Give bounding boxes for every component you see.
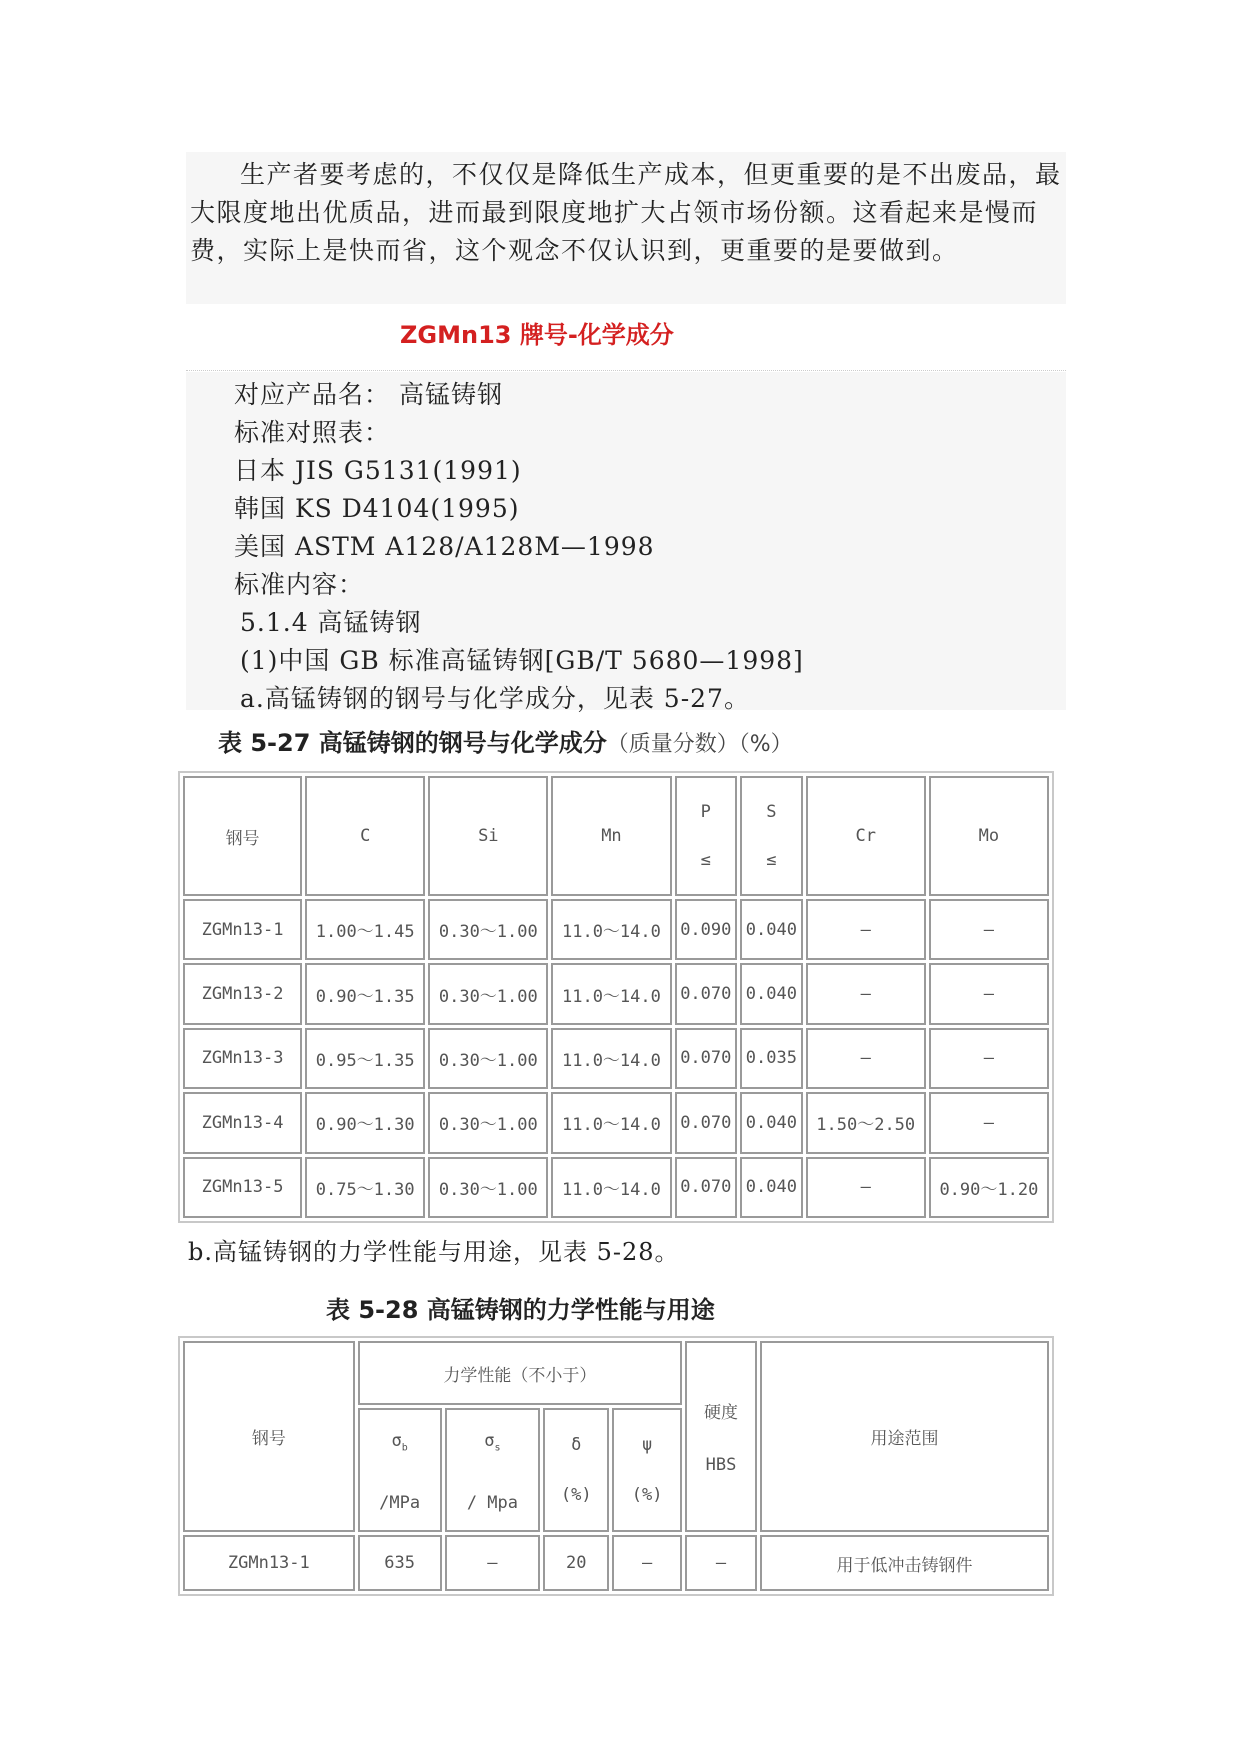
cell-mn: 11.0～14.0	[551, 1157, 671, 1218]
delta-symbol: δ	[571, 1435, 582, 1455]
delta-unit: (%)	[560, 1485, 592, 1505]
table2-header-row-1	[183, 1341, 1049, 1405]
header-si: Si	[428, 776, 548, 896]
cell-s: 0.040	[740, 1157, 803, 1218]
header-p	[675, 776, 738, 896]
cell-p: 0.070	[675, 1028, 738, 1089]
table-row	[183, 899, 1049, 960]
cell-si: 0.30～1.00	[428, 963, 548, 1024]
header-s-label: S	[766, 802, 777, 822]
header-mo: Mo	[929, 776, 1049, 896]
standard-usa: 美国 ASTM A128/A128M—1998	[234, 532, 655, 561]
header-cr: Cr	[806, 776, 926, 896]
cell-cr: —	[806, 963, 926, 1024]
cell-mn: 11.0～14.0	[551, 899, 671, 960]
cell-mn: 11.0～14.0	[551, 1028, 671, 1089]
standard-korea: 韩国 KS D4104(1995)	[234, 494, 520, 523]
cell-c: 0.75～1.30	[305, 1157, 425, 1218]
cell-mo: 0.90～1.20	[929, 1157, 1049, 1218]
cell-mo: —	[929, 963, 1049, 1024]
table-row	[183, 1028, 1049, 1089]
header-p-label: P	[700, 802, 711, 822]
cell-grade: ZGMn13-2	[183, 963, 302, 1024]
header-p-le: ≤	[700, 850, 711, 870]
cell-cr: 1.50～2.50	[806, 1092, 926, 1153]
cell-cr: —	[806, 1157, 926, 1218]
header-grade: 钢号	[183, 1341, 355, 1532]
intro-paragraph	[186, 152, 1066, 304]
cell-si: 0.30～1.00	[428, 899, 548, 960]
intro-text: 生产者要考虑的，不仅仅是降低生产成本，但更重要的是不出废品，最大限度地出优质品，进而最到限度地扩大占领市场份额。这看起来是慢而费，实际上是快而省，这个观念不仅认识到，更重要的是要做到。	[190, 160, 1062, 265]
cell-c: 0.95～1.35	[305, 1028, 425, 1089]
mechanical-properties-table	[178, 1336, 1054, 1596]
table-row	[183, 963, 1049, 1024]
header-psi	[612, 1408, 682, 1532]
cell-sigma-s: —	[445, 1535, 541, 1591]
standard-content-label: 标准内容：	[234, 570, 365, 599]
section-title: ZGMn13 牌号-化学成分	[400, 321, 674, 349]
cell-grade: ZGMn13-1	[183, 899, 302, 960]
cell-si: 0.30～1.00	[428, 1092, 548, 1153]
sigma-b-unit: /MPa	[379, 1492, 421, 1513]
header-mn: Mn	[551, 776, 671, 896]
cell-p: 0.070	[675, 1092, 738, 1153]
cell-usage: 用于低冲击铸钢件	[760, 1535, 1049, 1591]
cell-delta: 20	[543, 1535, 609, 1591]
cn-standard: (1)中国 GB 标准高锰铸钢[GB/T 5680—1998]	[240, 646, 804, 675]
sigma-s-subscript: s	[494, 1442, 501, 1454]
header-sigma-b	[358, 1408, 442, 1532]
cell-cr: —	[806, 1028, 926, 1089]
table2-caption: 表 5-28 高锰铸钢的力学性能与用途	[326, 1296, 715, 1324]
psi-symbol: ψ	[641, 1435, 653, 1455]
cell-s: 0.040	[740, 963, 803, 1024]
cell-c: 0.90～1.30	[305, 1092, 425, 1153]
header-hardness-label: 硬度	[703, 1403, 738, 1423]
cell-psi: —	[612, 1535, 682, 1591]
sigma-s-unit: / Mpa	[466, 1492, 518, 1513]
header-grade: 钢号	[183, 776, 302, 896]
header-sigma-s	[445, 1408, 541, 1532]
standard-info-block	[186, 372, 1066, 713]
item-b: b.高锰铸钢的力学性能与用途，见表 5-28。	[188, 1238, 680, 1266]
cell-cr: —	[806, 899, 926, 960]
cell-grade: ZGMn13-4	[183, 1092, 302, 1153]
sigma-b-symbol: σ	[391, 1431, 402, 1452]
table1-caption	[218, 723, 793, 758]
standard-table-label: 标准对照表：	[234, 418, 391, 447]
header-s	[740, 776, 803, 896]
table1-caption-note: （质量分数）（%）	[606, 732, 793, 757]
cell-c: 1.00～1.45	[305, 899, 425, 960]
cell-sigma-b: 635	[358, 1535, 442, 1591]
header-delta	[543, 1408, 609, 1532]
cell-grade: ZGMn13-5	[183, 1157, 302, 1218]
cell-mn: 11.0～14.0	[551, 1092, 671, 1153]
cell-mo: —	[929, 1028, 1049, 1089]
cell-c: 0.90～1.35	[305, 963, 425, 1024]
cell-hbs: —	[685, 1535, 757, 1591]
header-mechanical: 力学性能（不小于）	[358, 1341, 682, 1405]
cell-mo: —	[929, 899, 1049, 960]
table-row	[183, 1535, 1049, 1591]
sigma-b-subscript: b	[401, 1442, 408, 1454]
section-heading: 5.1.4 高锰铸钢	[240, 608, 422, 637]
cell-si: 0.30～1.00	[428, 1028, 548, 1089]
table-row	[183, 1157, 1049, 1218]
table1-header-row	[183, 776, 1049, 896]
psi-unit: (%)	[631, 1485, 663, 1505]
cell-s: 0.040	[740, 899, 803, 960]
header-s-le: ≤	[766, 850, 777, 870]
cell-grade: ZGMn13-1	[183, 1535, 355, 1591]
cell-s: 0.035	[740, 1028, 803, 1089]
sigma-s-symbol: σ	[484, 1431, 495, 1452]
table-row	[183, 1092, 1049, 1153]
cell-p: 0.070	[675, 1157, 738, 1218]
item-a: a.高锰铸钢的钢号与化学成分，见表 5-27。	[240, 684, 750, 713]
cell-s: 0.040	[740, 1092, 803, 1153]
table1-caption-title: 表 5-27 高锰铸钢的钢号与化学成分	[218, 729, 607, 757]
standard-japan: 日本 JIS G5131(1991)	[234, 456, 522, 485]
header-c: C	[305, 776, 425, 896]
cell-grade: ZGMn13-3	[183, 1028, 302, 1089]
chemical-composition-table	[178, 771, 1054, 1223]
cell-mo: —	[929, 1092, 1049, 1153]
header-hbs: HBS	[705, 1455, 737, 1475]
product-name: 对应产品名： 高锰铸钢	[234, 380, 503, 409]
cell-p: 0.070	[675, 963, 738, 1024]
cell-mn: 11.0～14.0	[551, 963, 671, 1024]
header-usage: 用途范围	[760, 1341, 1049, 1532]
dotted-divider	[186, 370, 1066, 371]
cell-si: 0.30～1.00	[428, 1157, 548, 1218]
cell-p: 0.090	[675, 899, 738, 960]
header-hardness	[685, 1341, 757, 1532]
